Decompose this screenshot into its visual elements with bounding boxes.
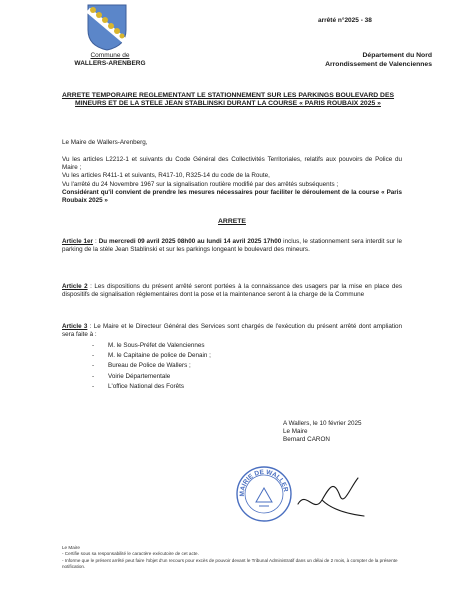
consideration-item: Considérant qu'il convient de prendre les mesures nécessaires pour faciliter le déroulement de la course « Paris Roubaix 2025 » xyxy=(62,188,402,205)
consideration-item: Vu les articles R411-1 et suivants, R417-10, R325-14 du code de la Route, xyxy=(62,172,270,180)
department-name: Département du Nord xyxy=(362,52,432,59)
document-title: ARRETE TEMPORAIRE REGLEMENTANT LE STATIONNEMENT SUR LES PARKINGS BOULEVARD DES MINEURS ET DE LA STELE JEAN STABLINSKI DURANT LA COURSE « PARIS ROUBAIX 2025 » xyxy=(61,92,395,108)
commune-block xyxy=(60,52,160,68)
reference-text: arrêté n°2025 - 38 xyxy=(318,17,372,24)
list-item: - Bureau de Police de Wallers ; xyxy=(92,362,191,370)
article-1-text: inclus, le stationnement sera interdit sur le parking de la stèle Jean Stablinski et sur les parkings longeant le boulevard des mineurs. xyxy=(62,238,402,254)
consideration-item: Vu l'arrêté du 24 Novembre 1967 sur la signalisation routière modifié par des arrêtés subséquents ; xyxy=(62,180,339,188)
signature-block xyxy=(283,420,362,445)
svg-text:MAIRIE DE WALLERS: MAIRIE DE WALLER xyxy=(238,468,289,497)
list-item: - Voirie Départementale xyxy=(92,372,171,380)
article-2-label: Article 2 xyxy=(62,283,88,290)
handwritten-signature xyxy=(292,470,370,522)
legal-footer xyxy=(62,545,412,571)
recipients-list xyxy=(92,341,211,392)
signature-name: Bernard CARON xyxy=(283,436,330,444)
footer-line: - Certifie sous sa responsabilité le caractère exécutoire de cet acte. xyxy=(62,551,199,557)
commune-label: Commune de xyxy=(90,52,130,59)
article-3 xyxy=(62,323,402,339)
article-1-label: Article 1er xyxy=(62,238,94,245)
article-1-separator: : xyxy=(93,238,99,245)
article-2 xyxy=(62,283,402,299)
signature-role: Le Maire xyxy=(283,428,308,436)
consideration-item: Vu les articles L2212-1 et suivants du Code Général des Collectivités Territoriales, relatifs aux pouvoirs de Police du Maire ; xyxy=(62,156,402,172)
commune-name: WALLERS-ARENBERG xyxy=(74,60,146,67)
arrete-heading: ARRETE xyxy=(218,218,246,225)
article-1-dates: Du mercredi 09 avril 2025 08h00 au lundi 14 avril 2025 17h00 xyxy=(98,238,282,245)
list-item: - L'office National des Forêts xyxy=(92,382,184,390)
coat-of-arms-logo xyxy=(84,2,130,52)
considerations xyxy=(62,156,402,205)
article-1 xyxy=(62,238,402,254)
department-block xyxy=(262,52,432,69)
list-item: - M. le Capitaine de police de Denain ; xyxy=(92,352,211,360)
article-3-label: Article 3 xyxy=(62,323,88,330)
footer-line: - Informe que le présent arrêté peut faire l'objet d'un recours pour excès de pouvoir devant le Tribunal Administratif dans un délai de 2 mois, à compter de la présente notification. xyxy=(62,557,398,570)
arrondissement-name: Arrondissement de Valenciennes xyxy=(325,60,432,68)
article-2-text: : Les dispositions du présent arrêté seront portées à la connaissance des usagers par la mise en place des dispositifs de signalisation réglementaires dont la pose et la maintenance seront à la charge de la Commune xyxy=(62,283,402,299)
footer-title: Le Maire xyxy=(62,545,80,550)
article-3-text: : Le Maire et le Directeur Général des Services sont chargés de l'exécution du présent arrêté dont ampliation sera faite à : xyxy=(62,323,402,339)
arrete-reference xyxy=(318,17,372,24)
mayor-intro: Le Maire de Wallers-Arenberg, xyxy=(62,139,148,146)
signature-place-date: A Wallers, le 10 février 2025 xyxy=(283,420,362,427)
official-seal xyxy=(234,464,294,524)
list-item: - M. le Sous-Préfet de Valenciennes xyxy=(92,342,205,349)
